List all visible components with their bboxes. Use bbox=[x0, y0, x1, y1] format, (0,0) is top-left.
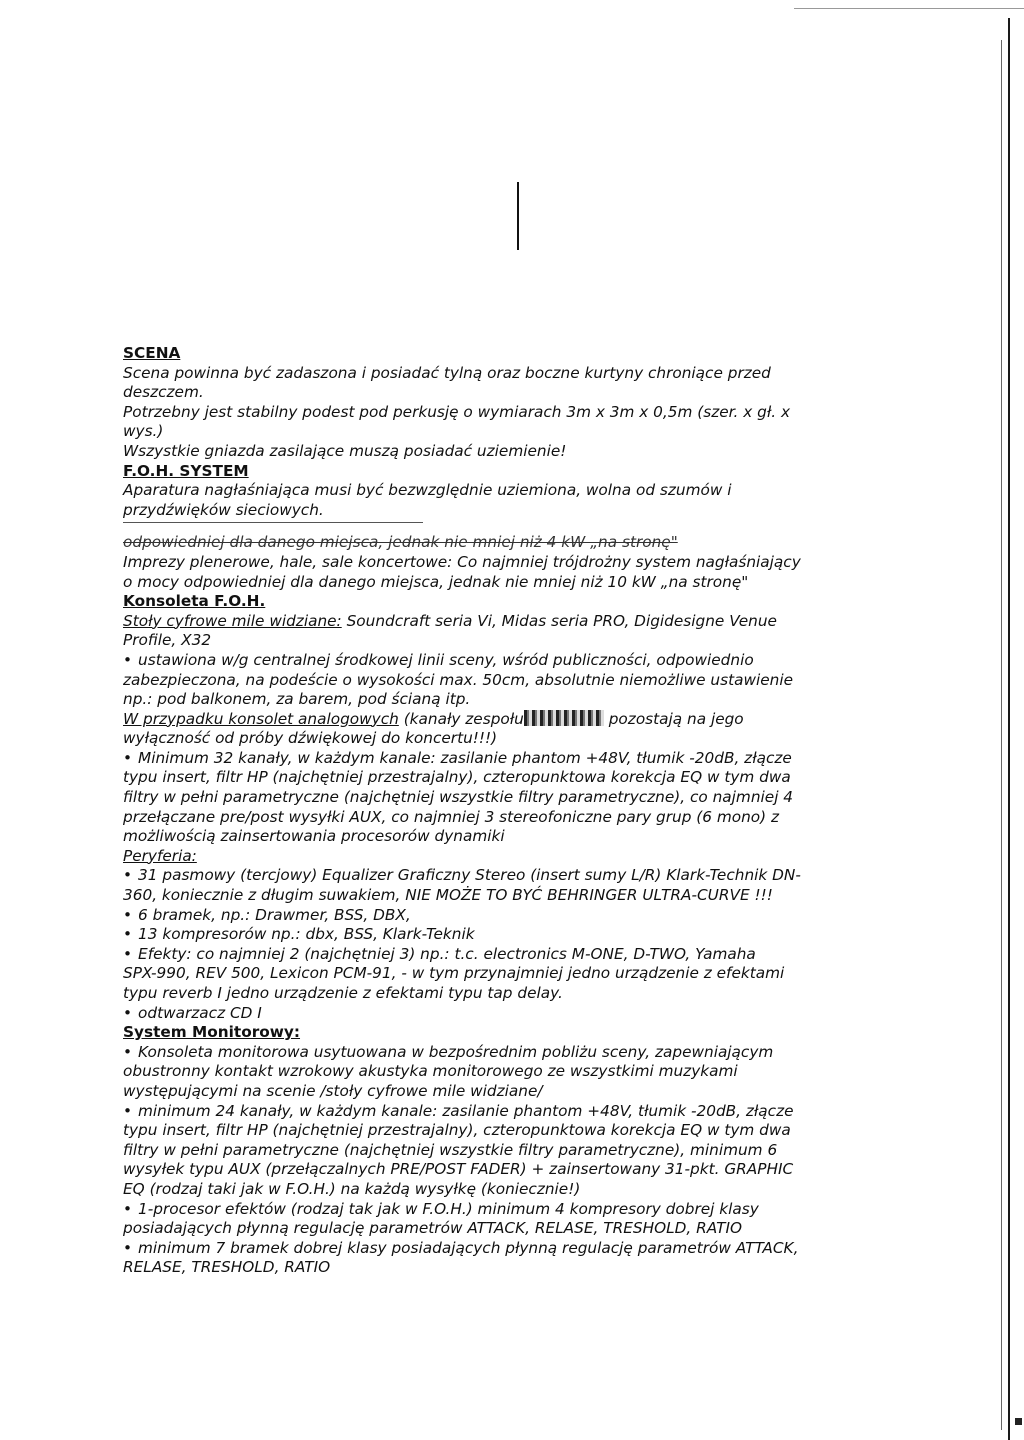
text-line: filtry w pełni parametryczne (najchętniej wszystkie filtry parametryczne), co najmniej 4 bbox=[123, 788, 794, 807]
text-line: przydźwięków sieciowych. bbox=[123, 500, 324, 519]
text-span: (kanały zespołu bbox=[398, 709, 524, 728]
section-heading-monitor: System Monitorowy: bbox=[123, 1023, 301, 1042]
text-line: wys.) bbox=[123, 422, 164, 441]
text-line bbox=[123, 710, 883, 730]
bullet-item: • odtwarzacz CD I bbox=[123, 1004, 883, 1024]
bullet-item: • 31 pasmowy (tercjowy) Equalizer Graficzny Stereo (insert sumy L/R) Klark-Technik DN- bbox=[123, 866, 883, 886]
section-heading-konsoleta: Konsoleta F.O.H. bbox=[123, 592, 266, 611]
struck-text-line: odpowiedniej dla danego miejsca, jednak nie mniej niż 4 kW „na stronę" bbox=[123, 533, 678, 552]
text-span: pozostają na jego bbox=[603, 709, 744, 728]
underlined-label: Stoły cyfrowe mile widziane: bbox=[123, 611, 342, 630]
scan-corner-mark bbox=[1015, 1418, 1022, 1425]
subheading-peryferia: Peryferia: bbox=[123, 846, 197, 865]
redacted-block bbox=[524, 710, 604, 726]
text-span: Soundcraft seria Vi, Midas seria PRO, Digidesigne Venue bbox=[341, 611, 777, 630]
text-line: 360, koniecznie z długim suwakiem, NIE MOŻE TO BYĆ BEHRINGER ULTRA-CURVE !!! bbox=[123, 886, 773, 905]
text-line: posiadających płynną regulację parametrów ATTACK, RELASE, TRESHOLD, RATIO bbox=[123, 1219, 743, 1238]
bullet-item: • 1-procesor efektów (rodzaj tak jak w F.O.H.) minimum 4 kompresory dobrej klasy bbox=[123, 1200, 883, 1220]
text-line: filtry w pełni parametryczne (najchętniej wszystkie filtry parametryczne), minimum 6 bbox=[123, 1140, 778, 1159]
text-line: typu insert, filtr HP (najchętniej przestrajalny), czteropunktowa korekcja EQ w tym dwa bbox=[123, 1121, 791, 1140]
text-line: Aparatura nagłaśniająca musi być bezwzględnie uziemiona, wolna od szumów i bbox=[123, 481, 732, 500]
bullet-item: • 6 bramek, np.: Drawmer, BSS, DBX, bbox=[123, 906, 883, 926]
text-line: wysyłek typu AUX (przełączalnych PRE/POST FADER) + zainsertowany 31-pkt. GRAPHIC bbox=[123, 1160, 794, 1179]
scan-edge-right bbox=[1008, 18, 1010, 1440]
text-line: Wszystkie gniazda zasilające muszą posiadać uziemienie! bbox=[123, 441, 567, 460]
underlined-label: W przypadku konsolet analogowych bbox=[123, 709, 399, 728]
bullet-item: • Minimum 32 kanały, w każdym kanale: zasilanie phantom +48V, tłumik -20dB, złącze bbox=[123, 749, 883, 769]
text-line: przełączane pre/post wysyłki AUX, co najmniej 3 stereofoniczne pary grup (6 mono) z bbox=[123, 807, 780, 826]
divider bbox=[123, 522, 423, 523]
text-line: o mocy odpowiedniej dla danego miejsca, jednak nie mniej niż 10 kW „na stronę" bbox=[123, 572, 749, 591]
bullet-item: • minimum 7 bramek dobrej klasy posiadających płynną regulację parametrów ATTACK, bbox=[123, 1239, 883, 1259]
text-line: obustronny kontakt wzrokowy akustyka monitorowego ze wszystkimi muzykami bbox=[123, 1062, 738, 1081]
scan-edge-right-inner bbox=[1001, 40, 1002, 1430]
bullet-item: • minimum 24 kanały, w każdym kanale: zasilanie phantom +48V, tłumik -20dB, złącze bbox=[123, 1102, 883, 1122]
text-line: Imprezy plenerowe, hale, sale koncertowe: Co najmniej trójdrożny system nagłaśniający bbox=[123, 552, 801, 571]
text-line: np.: pod balkonem, za barem, pod ścianą itp. bbox=[123, 690, 471, 709]
section-heading-scena: SCENA bbox=[123, 344, 181, 362]
document-body bbox=[123, 344, 883, 1278]
text-line bbox=[123, 612, 883, 632]
text-line: występującymi na scenie /stoły cyfrowe mile widziane/ bbox=[123, 1081, 543, 1100]
bullet-item: • Konsoleta monitorowa usytuowana w bezpośrednim pobliżu sceny, zapewniającym bbox=[123, 1043, 883, 1063]
text-line: deszczem. bbox=[123, 383, 204, 402]
text-line: Potrzebny jest stabilny podest pod perkusję o wymiarach 3m x 3m x 0,5m (szer. x gł. x bbox=[123, 402, 791, 421]
bullet-item: • Efekty: co najmniej 2 (najchętniej 3) np.: t.c. electronics M-ONE, D-TWO, Yamaha bbox=[123, 945, 883, 965]
text-line: Profile, X32 bbox=[123, 631, 212, 650]
text-line: Scena powinna być zadaszona i posiadać tylną oraz boczne kurtyny chroniące przed bbox=[123, 363, 771, 382]
section-heading-foh: F.O.H. SYSTEM bbox=[123, 461, 249, 480]
text-line: wyłączność od próby dźwiękowej do koncertu!!!) bbox=[123, 729, 498, 748]
bullet-item: • ustawiona w/g centralnej środkowej linii sceny, wśród publiczności, odpowiednio bbox=[123, 651, 883, 671]
text-line: zabezpieczona, na podeście o wysokości max. 50cm, absolutnie niemożliwe ustawienie bbox=[123, 670, 793, 689]
text-line: typu insert, filtr HP (najchętniej przestrajalny), czteropunktowa korekcja EQ w tym dwa bbox=[123, 768, 791, 787]
text-line: SPX-990, REV 500, Lexicon PCM-91, - w tym przynajmniej jedno urządzenie z efektami bbox=[123, 964, 785, 983]
text-line: możliwością zainsertowania procesorów dynamiki bbox=[123, 827, 505, 846]
text-line: RELASE, TRESHOLD, RATIO bbox=[123, 1258, 331, 1277]
bullet-item: • 13 kompresorów np.: dbx, BSS, Klark-Teknik bbox=[123, 925, 883, 945]
scan-mark bbox=[517, 182, 519, 250]
scan-edge-top bbox=[794, 8, 1024, 9]
text-line: EQ (rodzaj taki jak w F.O.H.) na każdą wysyłkę (koniecznie!) bbox=[123, 1179, 581, 1198]
text-line: typu reverb I jedno urządzenie z efektami typu tap delay. bbox=[123, 984, 563, 1002]
